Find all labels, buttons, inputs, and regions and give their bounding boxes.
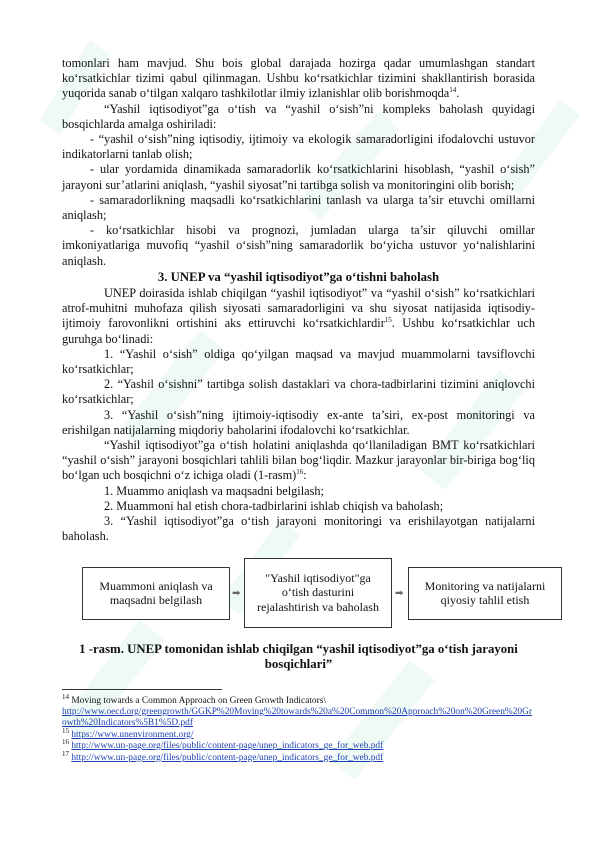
- diagram-box-planning: "Yashil iqtisodiyot"ga oʻtish dasturini rejalashtirish va baholash: [244, 558, 392, 628]
- footnote-link[interactable]: http://www.un-page.org/files/public/content-page/unep_indicators_ge_for_web.pdf: [71, 752, 384, 763]
- paragraph-stages: “Yashil iqtisodiyot”ga oʻtish va “yashil oʻsish”ni kompleks baholash quyidagi bosqichlarda amalga oshiriladi:: [62, 101, 535, 131]
- footnote-17: $^{17}$ http://www.un-page.org/files/public/content-page/unep_indicators_ge_for_web.pdf: [62, 749, 384, 763]
- page-content: [62, 56, 546, 764]
- footnote-14: $^{14}$ Moving towards a Common Approach on Green Growth Indicators\ http://www.oecd.org/greengrowth/GGKP%20Moving%20towards%20a%20Common%20Approach%20on%20Green%20Growth%20Indicators%5B1%5D.pdf: [62, 692, 532, 729]
- paragraph-unep: UNEP doirasida ishlab chiqilgan “yashil iqtisodiyot” va “yashil oʻsish” koʻrsatkichlari atrof-muhitni muhofaza qilish siyosati samaradorligini va shu siyosat natijasida iqtisodiy-ijtimoiy farovonlikni ortishini aks ettiruvchi koʻrsatkichlardir$^{15}$. Ushbu koʻrsatkichlar uch guruhga boʻlinadi:: [62, 286, 535, 346]
- footnote-ref[interactable]: 15: [384, 316, 392, 325]
- numbered-item-1: 1. “Yashil oʻsish” oldiga qoʻyilgan maqsad va mavjud muammolarni tavsiflovchi koʻrsatkichlar;: [62, 346, 535, 377]
- step-item-1: 1. Muammo aniqlash va maqsadni belgilash;: [104, 483, 324, 498]
- dash-item-4: - koʻrsatkichlar hisobi va prognozi, jumladan ularga ta’sir qiluvchi omillar imkoniyatlariga muvofiq “yashil oʻsish”ning samaradorlik boʻyicha ustuvor yoʻnalishlarini aniqlash.: [62, 223, 535, 268]
- dash-item-3: - samaradorlikning maqsadli koʻrsatkichlarini tanlash va ularga ta’sir etuvchi omillarni aniqlash;: [62, 192, 535, 223]
- paragraph-un-indicators: “Yashil iqtisodiyot”ga oʻtish holatini aniqlashda qoʻllaniladigan BMT koʻrsatkichlari “yashil oʻsish” jarayoni bosqichlari tahlili bilan bogʻliqdir. Mazkur jarayonlar bir-biriga bogʻliq boʻlgan uch bosqichni oʻz ichiga oladi (1-rasm)$^{16}$:: [62, 438, 535, 483]
- footnote-ref[interactable]: 16: [296, 468, 304, 477]
- dash-item-1: - “yashil oʻsish”ning iqtisodiy, ijtimoiy va ekologik samaradorligini ifodalovchi ustuvor indikatorlarni tanlab olish;: [62, 132, 535, 162]
- footnote-ref[interactable]: 14: [449, 86, 457, 95]
- footnote-divider: [62, 689, 222, 690]
- numbered-item-3: 3. “Yashil oʻsish”ning ijtimoiy-iqtisodiy ex-ante ta’siri, ex-post monitoringi va erishilgan natijalarning miqdoriy baholarini ifodalovchi koʻrsatkichlar.: [62, 407, 535, 437]
- arrow-right-icon: ➡: [395, 587, 404, 599]
- footnote-link[interactable]: http://www.oecd.org/greengrowth/GGKP%20Moving%20towards%20a%20Common%20Approach%20on%20Green%20Growth%20Indicators%5B1%5D.pdf: [62, 706, 532, 729]
- section-heading: 3. UNEP va “yashil iqtisodiyot”ga oʻtishni baholash: [157, 269, 440, 284]
- footnote-16: $^{16}$ http://www.un-page.org/files/public/content-page/unep_indicators_ge_for_web.pdf: [62, 738, 384, 752]
- step-item-3: 3. “Yashil iqtisodiyot”ga oʻtish jarayoni monitoringi va erishilayotgan natijalarni baholash.: [62, 514, 535, 544]
- diagram-box-monitoring: Monitoring va natijalarni qiyosiy tahlil etish: [408, 567, 562, 620]
- arrow-right-icon: ➡: [232, 587, 241, 599]
- process-diagram: [62, 558, 546, 648]
- paragraph-intro: tomonlari ham mavjud. Shu bois global darajada hozirga qadar umumlashgan standart koʻrsatkichlar tizimi qabul qilinmagan. Ushbu koʻrsatkichlar tizimini shakllantirish borasida yuqorida sanab oʻtilgan xalqaro tashkilotlar ilmiy izlanishlar olib borishmoqda$^{14}$.: [62, 56, 535, 101]
- figure-caption: 1 -rasm. UNEP tomonidan ishlab chiqilgan “yashil iqtisodiyot”ga oʻtish jarayoni bosqichlari”: [79, 641, 518, 671]
- footnote-link[interactable]: http://www.un-page.org/files/public/content-page/unep_indicators_ge_for_web.pdf: [71, 741, 384, 752]
- numbered-item-2: 2. “Yashil oʻsishni” tartibga solish dastaklari va chora-tadbirlarini tizimini aniqlovchi koʻrsatkichlar;: [62, 377, 535, 407]
- footnote-15: $^{15}$ https://www.unenvironment.org/: [62, 726, 194, 740]
- footnote-link[interactable]: https://www.unenvironment.org/: [71, 729, 194, 740]
- dash-item-2: - ular yordamida dinamikada samaradorlik koʻrsatkichlarini hisoblash, “yashil oʻsish” jarayoni sur’atlarini aniqlash, “yashil siyosat”ni tartibga solish va monitoringini olib borish;: [62, 162, 535, 192]
- step-item-2: 2. Muammoni hal etish chora-tadbirlarini ishlab chiqish va baholash;: [104, 498, 444, 513]
- diagram-box-problem: Muammoni aniqlash va maqsadni belgilash: [82, 567, 230, 620]
